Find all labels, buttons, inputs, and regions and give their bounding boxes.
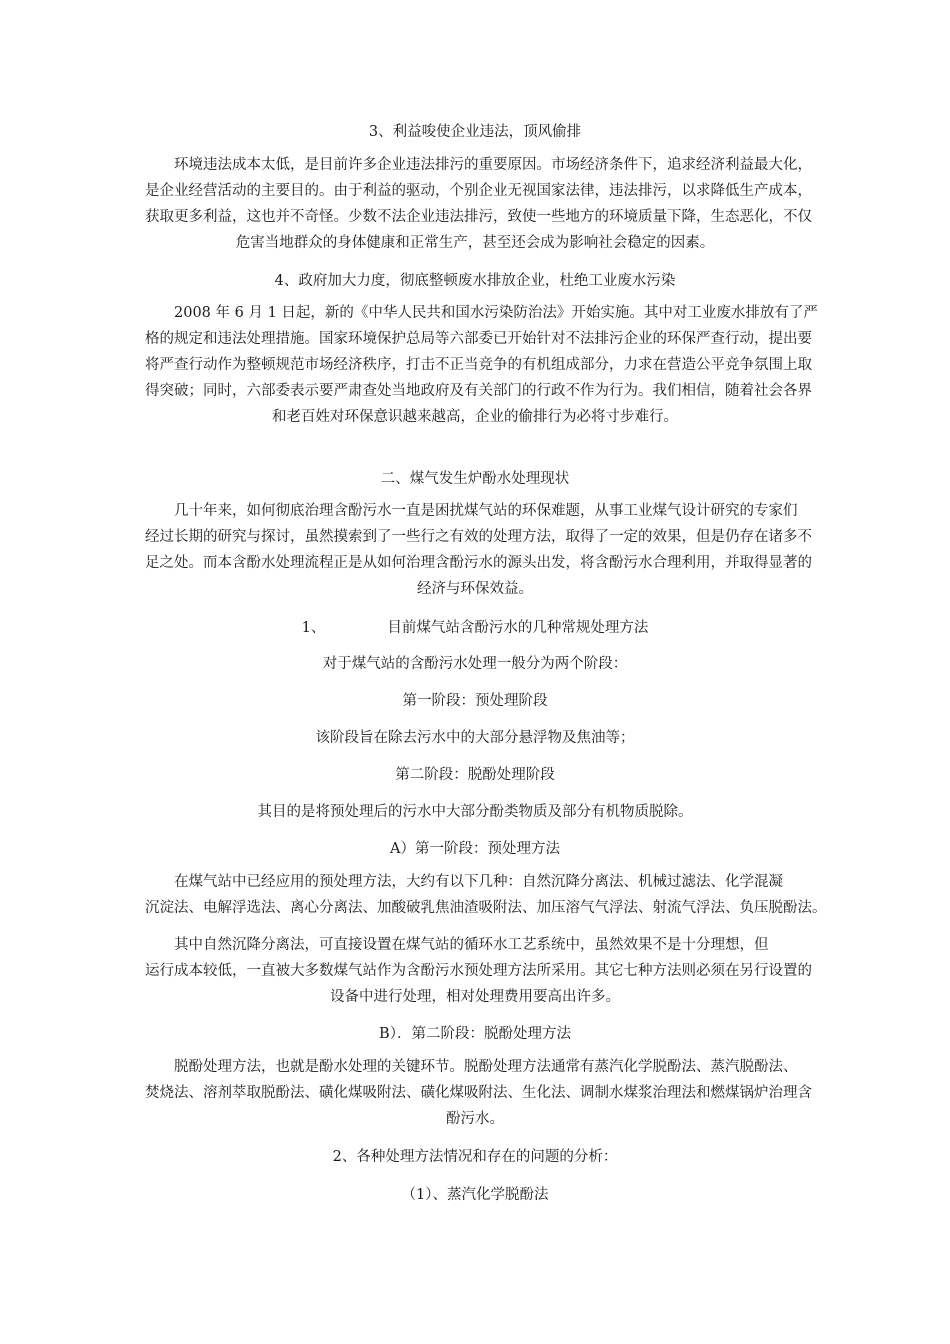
paragraph-line: 焚烧法、溶剂萃取脱酚法、磺化煤吸附法、磺化煤吸附法、生化法、调制水煤浆治理法和燃煤锅炉治理含 <box>145 1085 812 1101</box>
section-two-heading: 二、煤气发生炉酚水处理现状 <box>380 471 570 487</box>
subheading-1 <box>145 616 805 637</box>
paragraph-line: 得突破；同时，六部委表示要严肃查处当地政府及有关部门的行政不作为行为。我们相信，随着社会各界 <box>145 383 812 399</box>
paragraph-4 <box>145 869 827 921</box>
subheading-2: 2、各种处理方法情况和存在的问题的分析： <box>332 1149 618 1165</box>
stage-one-desc: 该阶段旨在除去污水中的大部分悬浮物及焦油等； <box>315 730 635 746</box>
paragraph-line: 经过长期的研究与探讨，虽然摸索到了一些行之有效的处理方法，取得了一定的效果，但是仍存在诸多不 <box>145 529 812 545</box>
subheading-b: B）．第二阶段：脱酚处理方法 <box>379 1026 571 1042</box>
paragraph-line: 脱酚处理方法，也就是酚水处理的关键环节。脱酚处理方法通常有蒸汽化学脱酚法、蒸汽脱酚法、 <box>145 1059 798 1075</box>
subheading-text: 目前煤气站含酚污水的几种常规处理方法 <box>387 620 649 636</box>
paragraph-5 <box>145 932 812 1010</box>
stage-one-title: 第一阶段：预处理阶段 <box>402 693 548 709</box>
stage-intro: 对于煤气站的含酚污水处理一般分为两个阶段： <box>322 656 628 672</box>
paragraph-line: 设备中进行处理，相对处理费用要高出许多。 <box>330 989 620 1005</box>
paragraph-line: 足之处。而本含酚水处理流程正是从如何治理含酚污水的源头出发，将含酚污水合理利用，并取得显著的 <box>145 555 812 571</box>
paragraph-line: 经济与环保效益。 <box>417 581 533 597</box>
paragraph-line: 酚污水。 <box>446 1111 504 1127</box>
stage-two-title: 第二阶段：脱酚处理阶段 <box>395 767 555 783</box>
heading-4: 4、政府加大力度，彻底整顿废水排放企业，杜绝工业废水污染 <box>274 273 676 289</box>
paragraph-line: 其中自然沉降分离法，可直接设置在煤气站的循环水工艺系统中，虽然效果不是十分理想，但 <box>145 937 769 953</box>
paragraph-line: 运行成本较低，一直被大多数煤气站作为含酚污水预处理方法所采用。其它七种方法则必须在另行设置的 <box>145 963 812 979</box>
paragraph-1 <box>145 152 812 256</box>
paragraph-line: 2008 年 6 月 1 日起，新的《中华人民共和国水污染防治法》开始实施。其中对工业废水排放有了严 <box>145 305 818 321</box>
paragraph-line: 获取更多利益，这也并不奇怪。少数不法企业违法排污，致使一些地方的环境质量下降，生态恶化，不仅 <box>145 209 812 225</box>
paragraph-2 <box>145 300 818 430</box>
paragraph-line: 环境违法成本太低，是目前许多企业违法排污的重要原因。市场经济条件下，追求经济利益最大化， <box>145 157 812 173</box>
paragraph-line: 格的规定和违法处理措施。国家环境保护总局等六部委已开始针对不法排污企业的环保严查行动，提出要 <box>145 331 812 347</box>
heading-3: 3、利益唆使企业违法，顶风偷排 <box>368 124 582 140</box>
paragraph-line: 在煤气站中已经应用的预处理方法，大约有以下几种：自然沉降分离法、机械过滤法、化学混凝 <box>145 874 783 890</box>
paragraph-6 <box>145 1054 812 1132</box>
paragraph-line: 危害当地群众的身体健康和正常生产，甚至还会成为影响社会稳定的因素。 <box>235 235 715 251</box>
paragraph-line: 将严查行动作为整顿规范市场经济秩序，打击不正当竞争的有机组成部分，力求在营造公平竞争氛围上取 <box>145 357 812 373</box>
subheading-number: 1、 <box>301 620 326 636</box>
paragraph-line: 沉淀法、电解浮选法、离心分离法、加酸破乳焦油渣吸附法、加压溶气气浮法、射流气浮法、负压脱酚法。 <box>145 900 827 916</box>
paragraph-3 <box>145 498 812 602</box>
stage-two-desc: 其目的是将预处理后的污水中大部分酚类物质及部分有机物质脱除。 <box>257 804 693 820</box>
paragraph-line: 是企业经营活动的主要目的。由于利益的驱动，个别企业无视国家法律，违法排污，以求降低生产成本， <box>145 183 812 199</box>
paragraph-line: 和老百姓对环保意识越来越高，企业的偷排行为必将寸步难行。 <box>272 409 678 425</box>
subheading-a: A）第一阶段：预处理方法 <box>390 841 560 857</box>
subheading-2-1: （1）、蒸汽化学脱酚法 <box>401 1187 549 1203</box>
paragraph-line: 几十年来，如何彻底治理含酚污水一直是困扰煤气站的环保难题，从事工业煤气设计研究的专家们 <box>145 503 798 519</box>
